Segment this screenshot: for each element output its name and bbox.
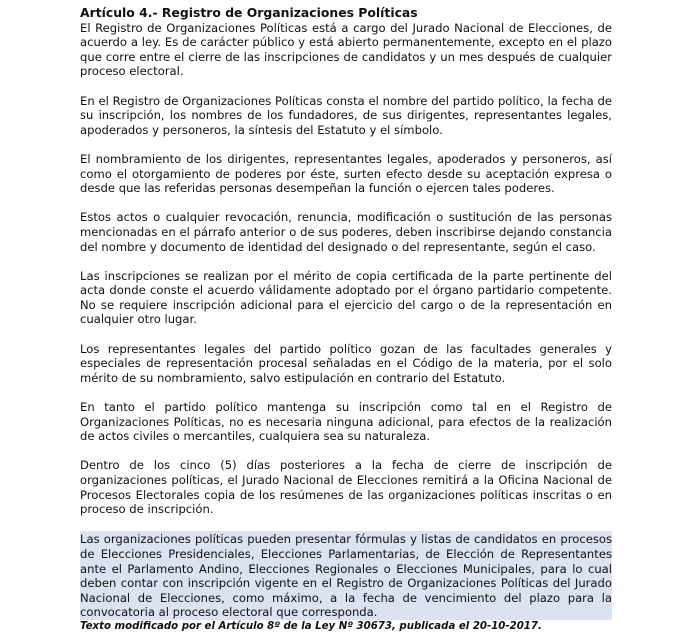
paragraph: Los representantes legales del partido político gozan de las facultades generales y especiales de representación procesal señaladas en el Código de la materia, por el solo mérito de su nombramiento, salvo estipulación en contrario del Estatuto. <box>80 341 612 385</box>
article-title: Artículo 4.- Registro de Organizaciones Políticas <box>80 5 418 20</box>
highlighted-paragraph: Las organizaciones políticas pueden presentar fórmulas y listas de candidatos en procesos de Elecciones Presidenciales, Elecciones Parlamentarias, de Elección de Representantes ante el Parlamento Andino, Elecciones Regionales o Elecciones Municipales, para lo cual deben contar con inscripción vigente en el Registro de Organizaciones Políticas del Jurado Nacional de Elecciones, como máximo, a la fecha de vencimiento del plazo para la convocatoria al proceso electoral que corresponda. <box>80 532 612 620</box>
paragraph: Las inscripciones se realizan por el mérito de copia certificada de la parte pertinente del acta donde conste el acuerdo válidamente adoptado por el órgano partidario competente. No se requiere inscripción adicional para el ejercicio del cargo o de la representación en cualquier otro lugar. <box>80 268 612 327</box>
paragraph: Dentro de los cinco (5) días posteriores a la fecha de cierre de inscripción de organizaciones políticas, el Jurado Nacional de Elecciones remitirá a la Oficina Nacional de Procesos Electorales copia de los resúmenes de las organizaciones políticas inscritas o en proceso de inscripción. <box>80 458 612 517</box>
modification-note: Texto modificado por el Artículo 8º de la Ley Nº 30673, publicada el 20-10-2017. <box>80 620 542 632</box>
paragraph: El Registro de Organizaciones Políticas está a cargo del Jurado Nacional de Elecciones, de acuerdo a ley. Es de carácter público y está abierto permanentemente, excepto en el plazo que corre entre el cierre de las inscripciones de candidatos y un mes después de cualquier proceso electoral. <box>80 20 612 79</box>
paragraph: El nombramiento de los dirigentes, representantes legales, apoderados y personeros, así como el otorgamiento de poderes por éste, surten efecto desde su aceptación expresa o desde que las referidas personas desempeñan la función o ejercen tales poderes. <box>80 151 612 196</box>
paragraph: Estos actos o cualquier revocación, renuncia, modificación o sustitución de las personas mencionadas en el párrafo anterior o de sus poderes, deben inscribirse dejando constancia del nombre y documento de identidad del designado o del representante, según el caso. <box>80 210 612 254</box>
document-page <box>80 6 612 633</box>
paragraph: En tanto el partido político mantenga su inscripción como tal en el Registro de Organizaciones Políticas, no es necesaria ninguna adicional, para efectos de la realización de actos civiles o mercantiles, cualquiera sea su naturaleza. <box>80 400 612 444</box>
paragraph: En el Registro de Organizaciones Políticas consta el nombre del partido político, la fecha de su inscripción, los nombres de los fundadores, de sus dirigentes, representantes legales, apoderados y personeros, la síntesis del Estatuto y el símbolo. <box>80 93 612 137</box>
